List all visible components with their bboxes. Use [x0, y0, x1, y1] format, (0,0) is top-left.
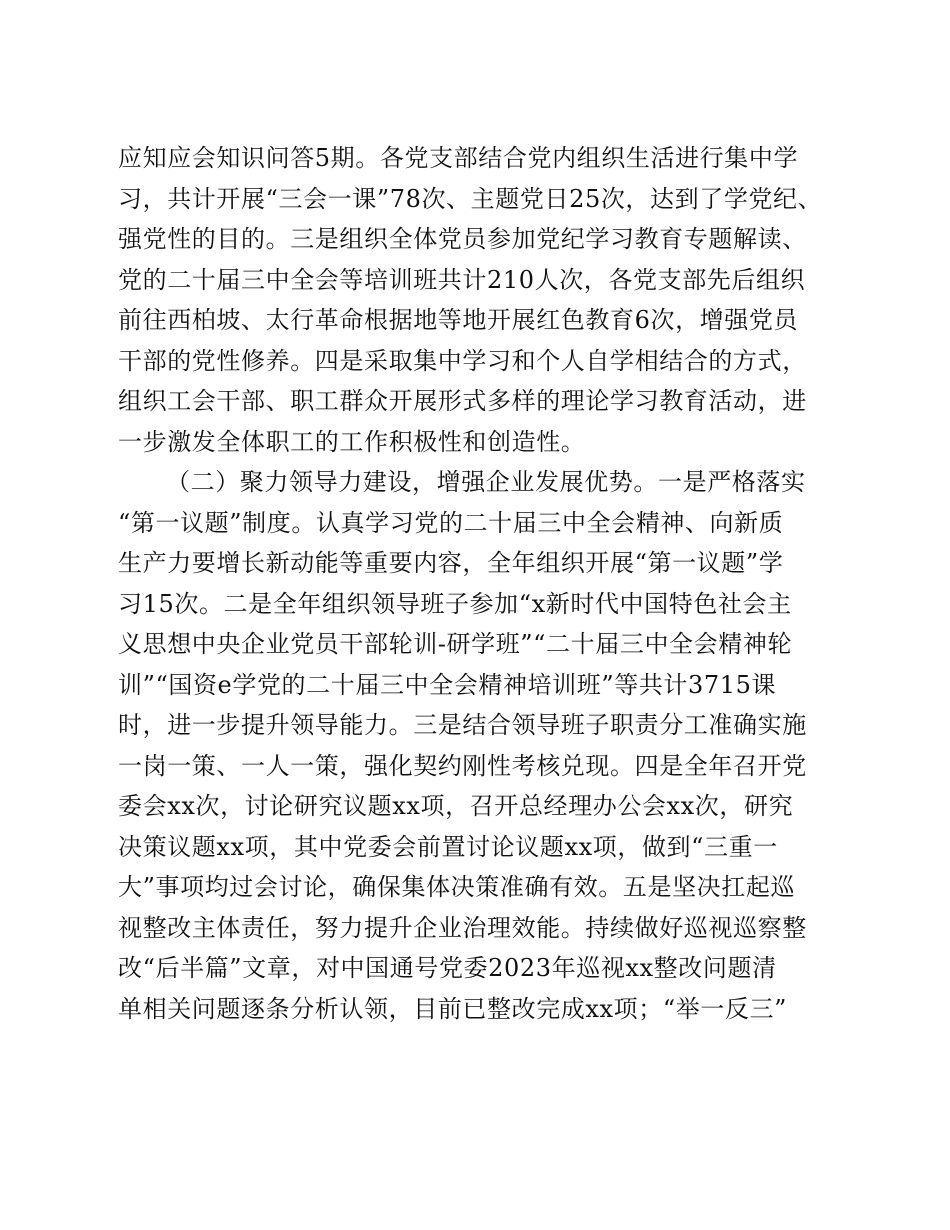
text-line: 习，共计开展“三会一课”78次、主题党日25次，达到了学党纪、 — [118, 184, 823, 213]
text-line: 一步激发全体职工的工作积极性和创造性。 — [118, 427, 586, 456]
text-line: 大”事项均过会讨论，确保集体决策准确有效。五是坚决扛起巡 — [118, 873, 796, 901]
section-heading-line: （二）聚力领导力建设，增强企业发展优势。一是严格落实 — [166, 468, 806, 496]
text-line: 习15次。二是全年组织领导班子参加“x新时代中国特色社会主 — [118, 589, 792, 618]
text-line: 前往西柏坡、太行革命根据地等地开展红色教育6次，增强党员 — [118, 306, 799, 334]
text-line: “第一议题”制度。认真学习党的二十届三中全会精神、向新质 — [118, 508, 784, 537]
text-line: 单相关问题逐条分析认领，目前已整改完成xx项；“举一反三” — [118, 994, 788, 1023]
text-line: 应知应会知识问答5期。各党支部结合党内组织生活进行集中学 — [118, 144, 799, 172]
text-line: 改“后半篇”文章，对中国通号党委2023年巡视xx整改问题清 — [118, 954, 777, 982]
text-line: 干部的党性修养。四是采取集中学习和个人自学相结合的方式， — [118, 346, 807, 375]
body-text — [118, 138, 858, 1029]
text-line: 训”“国资e学党的二十届三中全会精神培训班”等共计3715课 — [118, 670, 777, 699]
text-line: 义思想中央企业党员干部轮训-研学班”“二十届三中全会精神轮 — [118, 630, 793, 658]
text-line: 决策议题xx项，其中党委会前置讨论议题xx项，做到“三重一 — [118, 832, 778, 861]
text-line: 视整改主体责任，努力提升企业治理效能。持续做好巡视巡察整 — [118, 913, 807, 942]
text-line: 组织工会干部、职工群众开展形式多样的理论学习教育活动，进 — [118, 387, 807, 415]
text-line: 强党性的目的。三是组织全体党员参加党纪学习教育专题解读、 — [118, 225, 807, 253]
text-line: 党的二十届三中全会等培训班共计210人次，各党支部先后组织 — [118, 265, 806, 294]
text-line: 时，进一步提升领导能力。三是结合领导班子职责分工准确实施 — [118, 711, 807, 739]
text-line: 生产力要增长新动能等重要内容，全年组织开展“第一议题”学 — [118, 549, 784, 577]
text-line: 委会xx次，讨论研究议题xx项，召开总经理办公会xx次，研究 — [118, 792, 794, 820]
text-line: 一岗一策、一人一策，强化契约刚性考核兑现。四是全年召开党 — [118, 751, 807, 780]
